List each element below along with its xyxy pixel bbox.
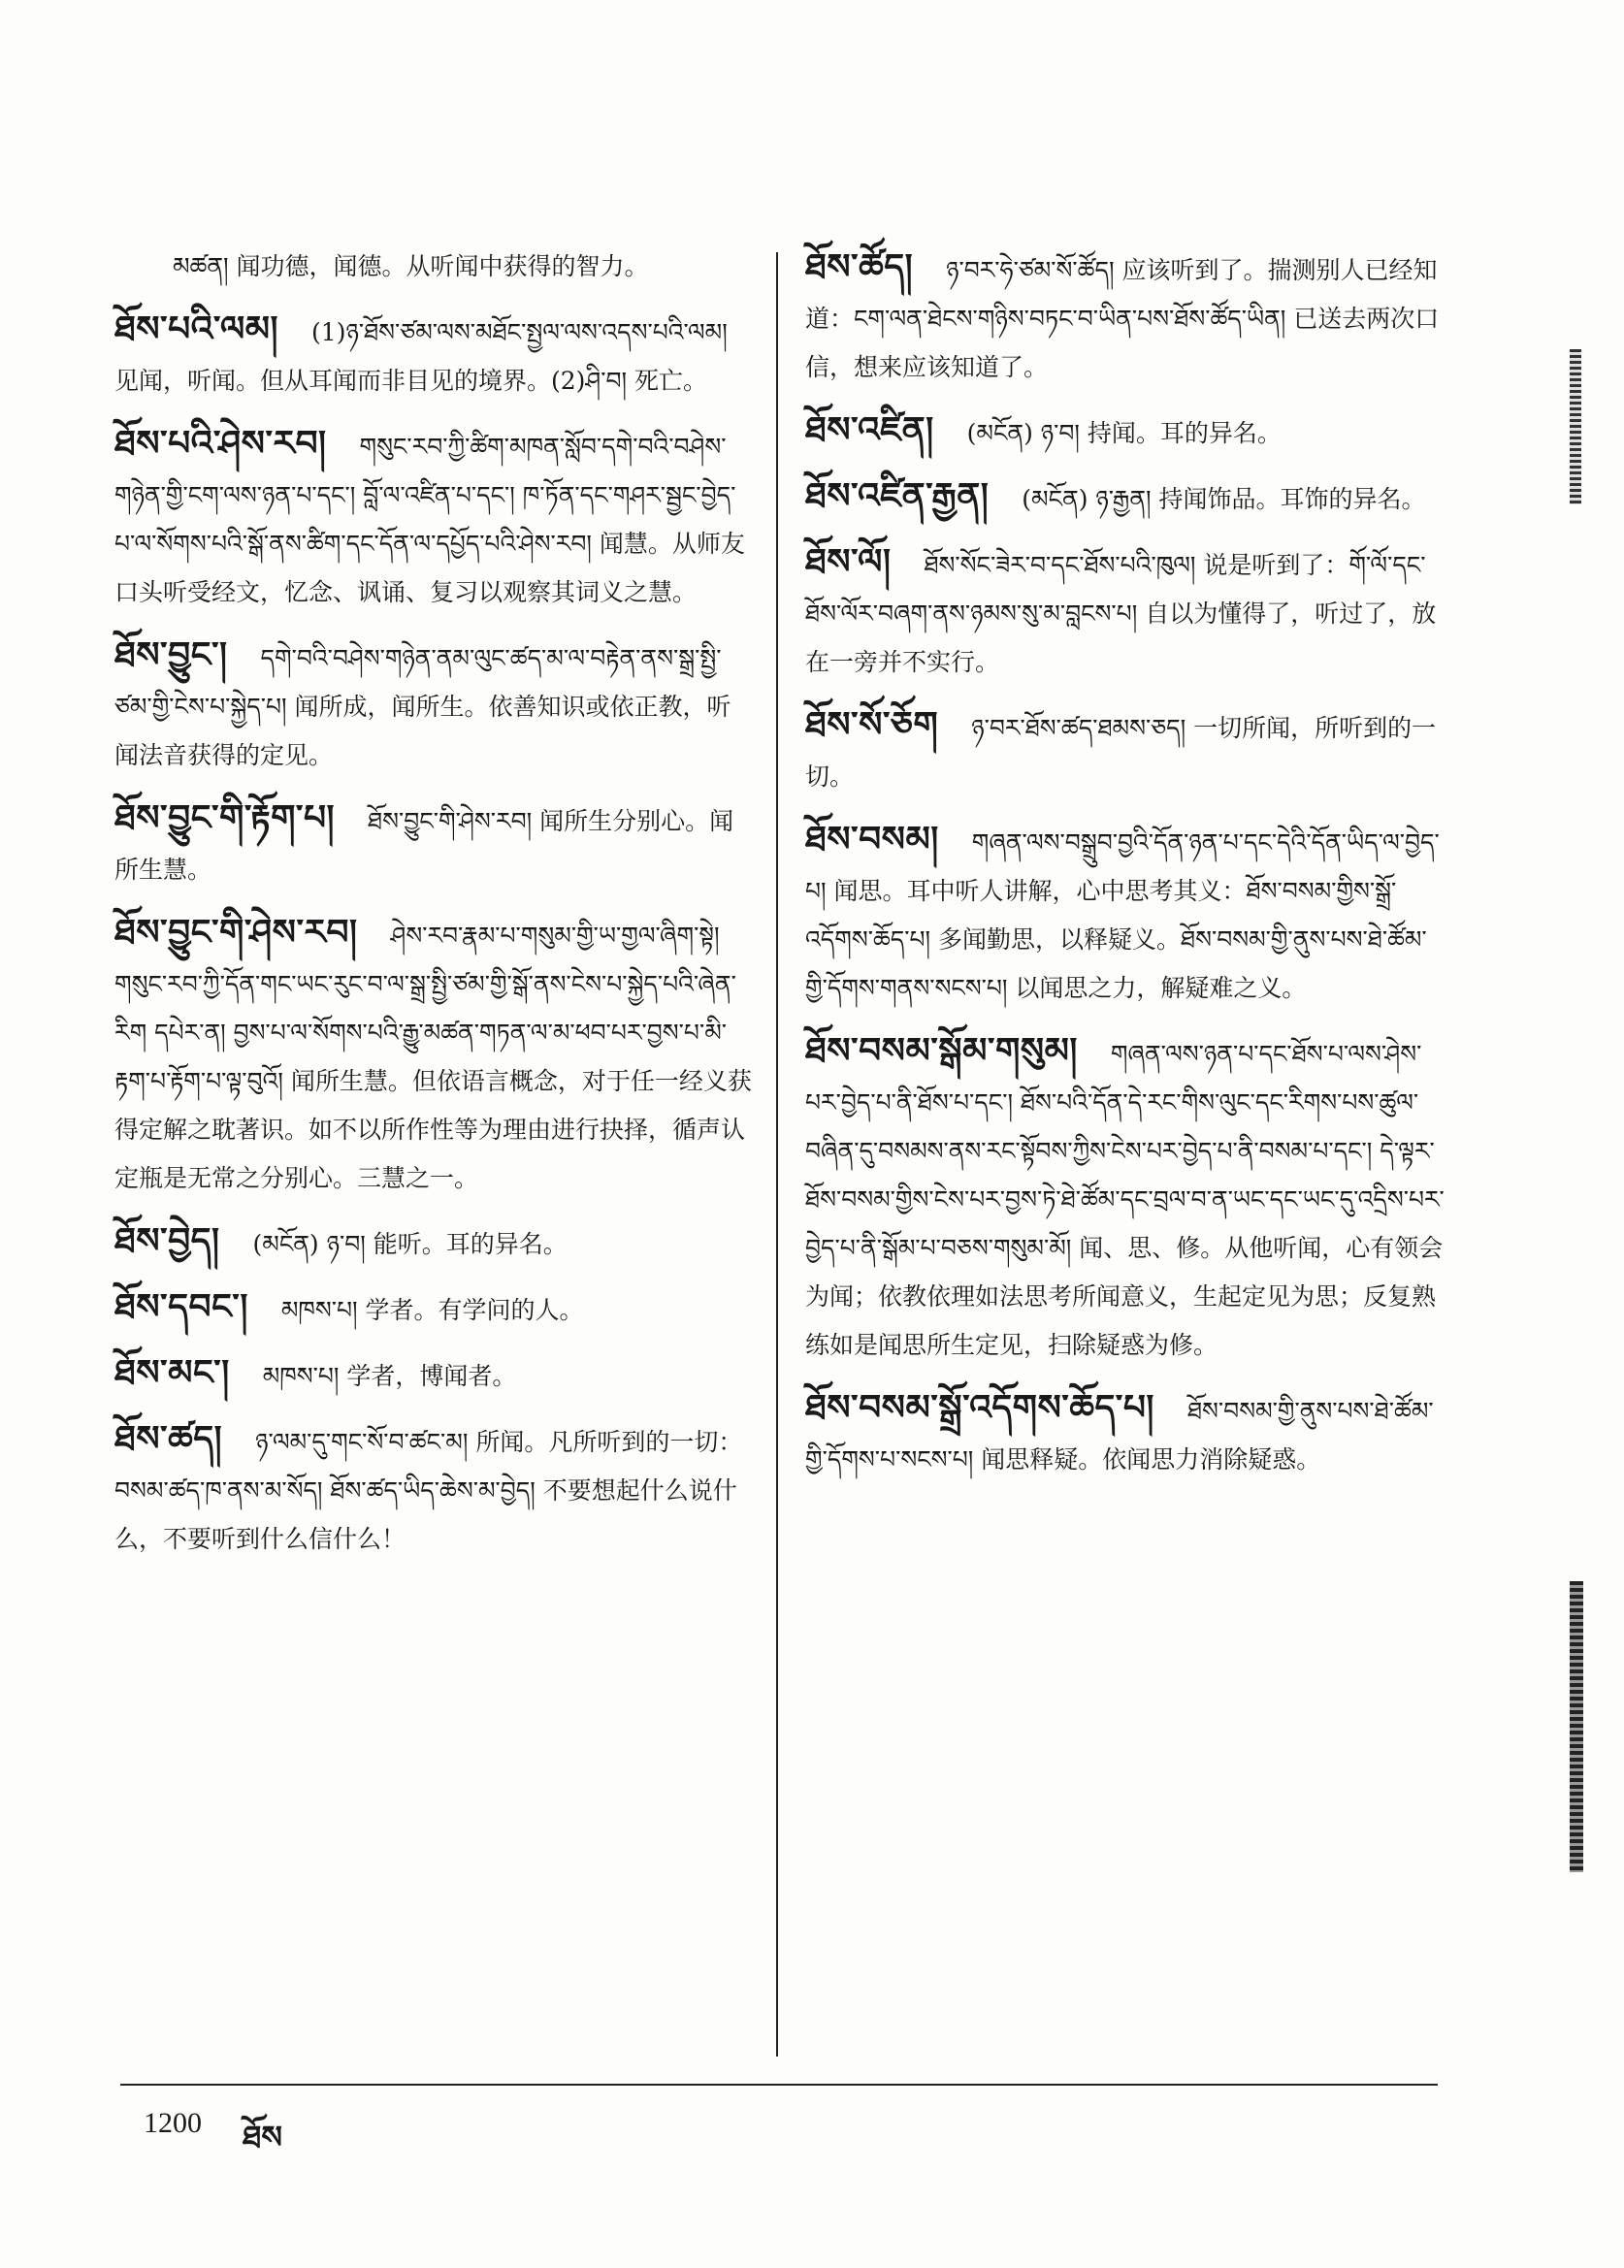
dictionary-entry [114,908,755,1203]
dictionary-entry [114,243,755,291]
right-column [805,243,1445,1498]
entry-headword: ཐོས་སོ་ཅོག [805,704,939,745]
entry-definition: མཚན། 闻功德，闻德。从听闻中获得的智力。 [173,252,649,280]
entry-headword: ཐོས་བྱེད། [114,1220,220,1261]
entry-definition: ཤེས་རབ་རྣམ་པ་གསུམ་གྱི་ཡ་གྱལ་ཞིག་སྟེ། གསུང་རབ་ཀྱི་དོན་གང་ཡང་རུང་བ་ལ་སྒྲ་སྤྱི་ཙམ་གྱི་སྒོ་ནས་ངེས་པ་སྐྱེད་པའི་ཞེན་རིག དཔེར་ན། བྱས་པ་ལ་སོགས་པའི་རྒྱུ་མཚན་གཏན་ལ་མ་ཕབ་པར་བྱས་པ་མི་རྟག་པ་རྟོག་པ་ལྟ་བུའོ། 闻所生慧。但依语言概念，对于任一经义获得定解之耽著识。如不以所作性等为理由进行抉择，循声认定瓶是无常之分别心。三慧之一。 [114,922,752,1192]
entry-headword: ཐོས་བྱུང་གི་རྟོག་པ། [114,797,336,838]
dictionary-entry [114,1348,755,1401]
entry-definition: མཁས་པ། 学者。有学问的人。 [280,1296,584,1324]
entry-definition: གསུང་རབ་ཀྱི་ཚིག་མཁན་སློབ་དགེ་བའི་བཤེས་གཉེན་གྱི་ངག་ལས་ཉན་པ་དང་། བློ་ལ་འཛིན་པ་དང་། ཁ་ཏོན་དང་གཤར་སྦྱང་བྱེད་པ་ལ་སོགས་པའི་སྒོ་ནས་ཚིག་དང་དོན་ལ་དཔྱོད་པའི་ཤེས་རབ། 闻慧。从师友口头听受经文，忆念、讽诵、复习以观察其词义之慧。 [114,433,745,606]
dictionary-entry [114,1282,755,1335]
entry-definition: ཉ་བར་ཧེ་ཙམ་སོ་ཚོད། 应该听到了。揣测别人已经知道：ངག་ལན་ཐེངས་གཉིས་བཏང་བ་ཡིན་པས་ཐོས་ཚོད་ཡིན། 已送去两次口信，想来应该知道了。 [805,256,1440,381]
dictionary-entry [114,794,755,894]
dictionary-entry [114,631,755,780]
entry-headword: ཐོས་ཚད། [114,1418,223,1459]
footer-rule [120,2084,1438,2086]
entry-definition: མཁས་པ། 学者，博闻者。 [262,1362,517,1390]
entry-headword: ཐོས་འཛིན་རྒྱན། [805,475,990,516]
entry-headword: ཐོས་བསམ་སྒྲོ་འདོགས་ཆོད་པ། [805,1387,1154,1428]
entry-definition: ཐོས་བསམ་གྱི་ནུས་པས་ཐེ་ཚོམ་གྱི་དོགས་པ་སངས་པ། 闻思释疑。依闻思力消除疑惑。 [805,1397,1434,1474]
entry-definition: གཞན་ལས་བསྒྲུབ་བྱའི་དོན་ཉན་པ་དང་དེའི་དོན་ཡིད་ལ་བྱེད་པ། 闻思。耳中听人讲解，心中思考其义：ཐོས་བསམ་གྱིས་སྒྲོ་འདོགས་ཆོད་པ། 多闻勤思，以释疑义。ཐོས་བསམ་གྱི་ནུས་པས་ཐེ་ཚོམ་གྱི་དོགས་གནས་སངས་པ། 以闻思之力，解疑难之义。 [805,828,1440,1002]
running-head: ཐོས [243,2119,282,2155]
column-divider [776,252,778,2057]
scan-edge-mark [1570,349,1581,504]
page-number: 1200 [144,2107,202,2139]
entry-headword: ཐོས་བྱུང་གི་ཤེས་རབ། [114,912,358,953]
entry-definition: (མངོན) ཉ་རྒྱན། 持闻饰品。耳饰的异名。 [1022,485,1426,513]
dictionary-entry [114,1216,755,1269]
entry-definition: ཉ་ལམ་དུ་གང་སོ་བ་ཚང་མ། 所闻。凡所听到的一切：བསམ་ཚད་ཁ་ནས་མ་སོད། ཐོས་ཚད་ཡིད་ཆེས་མ་བྱེད། 不要想起什么说什么，不要听到什么信什么！ [114,1428,743,1553]
entry-headword: ཐོས་པའི་ལམ། [114,308,279,349]
dictionary-entry [114,305,755,405]
left-column [114,243,755,1577]
entry-definition: (མངོན) ཉ་བ། 持闻。耳的异名。 [966,419,1282,447]
dictionary-entry [805,815,1445,1013]
entry-definition: ཐོས་སོང་ཟེར་བ་དང་ཐོས་པའི་ཁུལ། 说是听到了：གོ་ལོ་དང་ཐོས་ལོར་བཞག་ནས་ཉམས་སུ་མ་བླངས་པ། 自以为懂得了，听过了，放在一旁并不实行。 [805,551,1437,676]
entry-definition: (མངོན) ཉ་བ། 能听。耳的异名。 [252,1230,568,1258]
entry-headword: ཐོས་ཚོད། [805,246,914,287]
entry-definition: གཞན་ལས་ཉན་པ་དང་ཐོས་པ་ལས་ཤེས་པར་བྱེད་པ་ནི་ཐོས་པ་དང་། ཐོས་པའི་དོན་དེ་རང་གིས་ལུང་དང་རིགས་པས་ཚུལ་བཞིན་དུ་བསམས་ནས་རང་སྟོབས་ཀྱིས་ངེས་པར་བྱེད་པ་ནི་བསམ་པ་དང་། དེ་ལྟར་ཐོས་བསམ་གྱིས་ངེས་པར་བྱས་ཏེ་ཐེ་ཚོམ་དང་བྲལ་བ་ན་ཡང་དང་ཡང་དུ་འདྲིས་པར་བྱེད་པ་ནི་སྒོམ་པ་བཅས་གསུམ་མོ། 闻、思、修。从他听闻，心有领会为闻；依教依理如法思考所闻意义，生起定见为思；反复熟练如是闻思所生定见，扫除疑惑为修。 [805,1040,1445,1359]
entry-headword: ཐོས་པའི་ཤེས་རབ། [114,423,327,464]
entry-definition: ཉ་བར་ཐོས་ཚད་ཐམས་ཅད། 一切所闻，所听到的一切。 [805,714,1437,791]
entry-headword: ཐོས་བསམ་སྒོམ་གསུམ། [805,1030,1078,1071]
scan-edge-mark [1570,1581,1583,1872]
entry-headword: ཐོས་བྱུང་། [114,634,228,675]
entry-headword: ཐོས་འཛིན། [805,409,934,450]
dictionary-entry [805,537,1445,687]
dictionary-entry [805,405,1445,458]
dictionary-entry [805,471,1445,524]
entry-headword: ཐོས་དབང་། [114,1286,248,1327]
entry-definition: ཐོས་བྱུང་གི་ཤེས་རབ། 闻所生分别心。闻所生慧。 [114,807,734,884]
dictionary-entry [805,1026,1445,1370]
dictionary-entry [114,1414,755,1564]
entry-headword: ཐོས་མང་། [114,1352,230,1393]
entry-definition: དགེ་བའི་བཤེས་གཉེན་ནམ་ལུང་ཚད་མ་ལ་བརྟེན་ནས་སྒྲ་སྤྱི་ཙམ་གྱི་ངེས་པ་སྐྱེད་པ། 闻所成，闻所生。依善知识或依正教，听闻法音获得的定见。 [114,644,731,769]
dictionary-entry [805,243,1445,392]
entry-headword: ཐོས་ལོ། [805,541,892,582]
dictionary-entry [805,1383,1445,1484]
entry-headword: ཐོས་བསམ། [805,819,939,859]
entry-definition: (1)ཉ་ཐོས་ཙམ་ལས་མཐོང་སྤྱལ་ལས་འདས་པའི་ལམ། 见闻，听闻。但从耳闻而非目见的境界。(2)ཤི་བ། 死亡。 [114,318,728,395]
dictionary-entry [805,700,1445,801]
dictionary-entry [114,419,755,617]
